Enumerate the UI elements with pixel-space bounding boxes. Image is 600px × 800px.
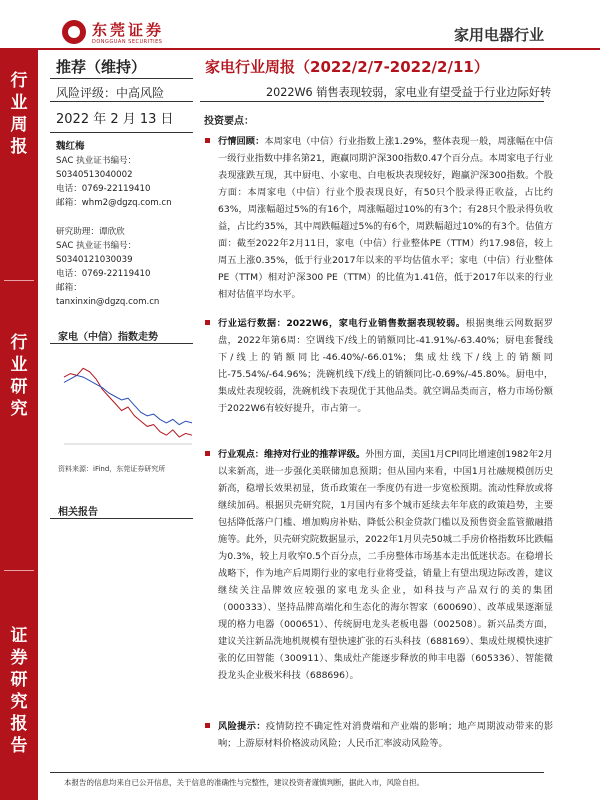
assistant-line: 邮箱： xyxy=(56,283,82,293)
left-side-bar xyxy=(0,50,38,800)
company-logo xyxy=(62,18,212,52)
point-heading: 行情回顾： xyxy=(218,136,265,147)
key-points-header: 投资要点： xyxy=(204,116,254,127)
rule xyxy=(50,78,193,79)
footer-divider xyxy=(50,772,544,773)
analyst-line: SAC 执业证书编号： xyxy=(56,156,137,166)
sidebar-divider xyxy=(4,570,34,571)
assistant-line: 研究助理：谭欣欣 xyxy=(56,227,125,237)
assistant-line: 电话：0769-22119410 xyxy=(56,269,151,279)
rule xyxy=(50,343,193,344)
analyst-line: 邮箱：whm2@dgzq.com.cn xyxy=(56,198,172,208)
bullet-icon xyxy=(205,320,210,325)
index-trend-chart xyxy=(58,348,198,458)
rule xyxy=(50,518,193,519)
rule xyxy=(50,101,193,102)
rule xyxy=(50,132,193,133)
point-heading: 行业运行数据：2022W6，家电行业销售数据表现较弱。 xyxy=(218,318,466,329)
report-subtitle: 2022W6 销售表现较弱，家电业有望受益于行业边际好转 xyxy=(266,86,552,99)
logo-mark-icon xyxy=(62,20,86,44)
analyst-name: 魏红梅 xyxy=(56,141,85,152)
industry-label: 家用电器行业 xyxy=(453,26,544,44)
point-heading: 风险提示： xyxy=(218,721,266,732)
point-body: 本周家电（中信）行业指数上涨1.29%，整体表现一般，周涨幅在中信一级行业指数中排名第21，跑赢同期沪深300指数0.47个百分点。本周家电子行业表现涨跌互现，其中厨电、小家电、白电板块表现较好，跑赢沪深300指数。个股方面：本周家电（中信）行业个股表现良好，有50只个股录得正收益，占比约63%，周涨幅超过5%的有16个，周涨幅超过10%的有3个；有28只个股录得负收益，占比约35%，其中周跌幅超过5%的有6个，周跌幅超过10%的有3个。估值方面：截至2022年2月11日，家电（中信）行业整体PE（TTM）约17.98倍，较上周五上涨0.35%，低于行业2017年以来的平均估值水平；家电（中信）行业整体PE（TTM）相对沪深300 PE（TTM）的比值为1.41倍，低于2017年以来的行业相对估值平均水平。 xyxy=(218,136,554,300)
assistant-info xyxy=(56,225,159,309)
sidebar-label-weekly: 行 业 周 报 xyxy=(10,71,28,157)
related-reports-title: 相关报告 xyxy=(58,507,98,518)
sidebar-label-report: 证 券 研 究 报 告 xyxy=(10,626,28,756)
assistant-email: tanxinxin@dgzq.com.cn xyxy=(56,297,160,307)
rating: 推荐（维持） xyxy=(56,58,147,76)
chart-series-line-1 xyxy=(64,375,192,424)
chart-source: 资料来源：iFind，东莞证券研究所 xyxy=(58,465,166,473)
report-title: 家电行业周报（2022/2/7-2022/2/11） xyxy=(205,58,489,76)
logo-english: DONGGUAN SECURITIES xyxy=(92,39,163,45)
sidebar-divider xyxy=(4,280,34,281)
assistant-line: SAC 执业证书编号： xyxy=(56,241,137,251)
risk-rating: 风险评级：中高风险 xyxy=(56,86,165,100)
assistant-line: S0340121030039 xyxy=(56,255,133,265)
point-industry-data xyxy=(205,315,553,417)
title-divider xyxy=(200,101,544,102)
analyst-line: 电话：0769-22119410 xyxy=(56,184,151,194)
bullet-icon xyxy=(205,138,210,143)
chart-series-line-0 xyxy=(64,368,192,437)
point-risk xyxy=(205,718,553,752)
point-body: 根据奥维云网数据罗盘，2022年第6周：空调线下/线上的销额同比-41.91%/-63.40%；厨电套餐线下/线上的销额同比-46.40%/-66.01%；集成灶线下/线上的销额同比-75.54%/-64.96%；洗碗机线下/线上的销额同比-0.69%/-45.80%。厨电中，集成灶表现较弱，洗碗机线下表现优于其他品类。就空调品类而言，格力市场份额于2022W6有较好提升，市占第一。 xyxy=(218,318,553,414)
footer-disclaimer: 本报告的信息均来自已公开信息，关于信息的准确性与完整性，建议投资者谨慎判断，据此入市，风险自担。 xyxy=(64,778,424,787)
chart-title: 家电（中信）指数走势 xyxy=(58,332,158,343)
point-market-review xyxy=(205,133,553,303)
point-body: 疫情防控不确定性对消费端和产业端的影响；地产周期波动带来的影响；上游原材料价格波动风险；人民币汇率波动风险等。 xyxy=(218,721,554,749)
analyst-line: S0340513040002 xyxy=(56,170,133,180)
bullet-icon xyxy=(205,451,210,456)
point-industry-view xyxy=(205,446,553,684)
sidebar-label-research: 行 业 研 究 xyxy=(10,333,28,419)
logo-text: 东莞证券 xyxy=(92,21,165,39)
point-heading: 行业观点：维持对行业的推荐评级。 xyxy=(218,449,366,460)
analyst-info xyxy=(56,140,172,210)
point-body: 外围方面，美国1月CPI同比增速创1982年2月以来新高，进一步强化美联储加息预期；但从国内来看，中国1月社融规模创历史新高，稳增长效果初显，货币政策在一季度仍有进一步宽松预期。流动性释放或将继续加码。根据贝壳研究院，1月国内有多个城市延续去年年底的政策趋势，主要包括降低落户门槛、增加购房补贴、降低公积金贷款门槛以及预售资金监管撤融措施等。此外，贝壳研究院数据显示，2022年1月贝壳50城二手房价格指数环比跌幅为0.3%，较上月收窄0.5个百分点，二手房整体市场基本走出低迷状态。在稳增长战略下，作为地产后周期行业的家电行业将受益，销量上有望出现边际改善，建议继续关注品牌效应较强的家电龙头企业，如科技与产品双行的美的集团（000333）、坚持品牌高端化和生态化的海尔智家（600690）、改革成果逐渐显现的格力电器（000651）、传统厨电龙头老板电器（002508）。新兴品类方面，建议关注新品洗地机规模有望快速扩张的石头科技（688169）、集成灶规模快速扩张的亿田智能（300911）、集成灶产能逐步释放的帅丰电器（605336）、智能微投龙头企业极米科技（688696）。 xyxy=(218,449,554,681)
bullet-icon xyxy=(205,723,210,728)
header-divider xyxy=(0,48,600,50)
report-date: 2022 年 2 月 13 日 xyxy=(56,112,174,127)
